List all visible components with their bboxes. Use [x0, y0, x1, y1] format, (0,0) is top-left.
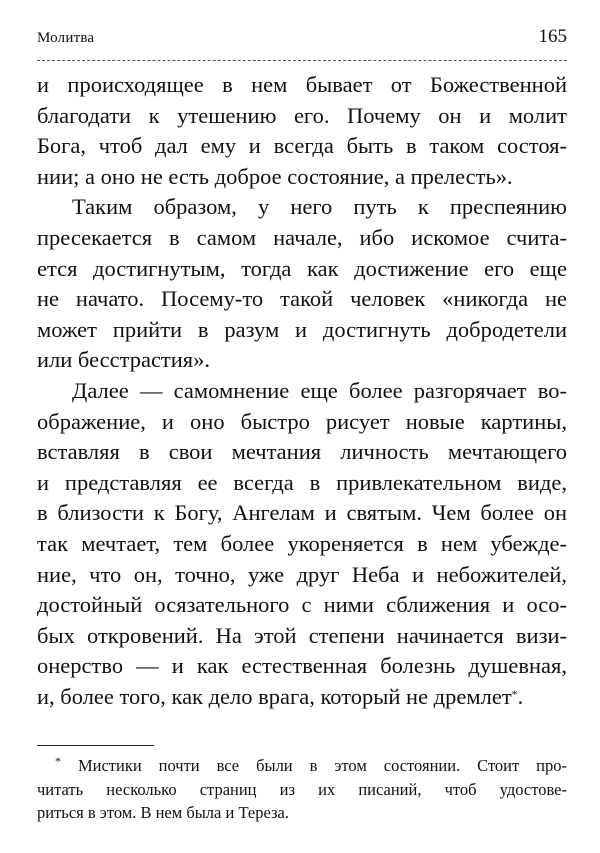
- footnote-line: читать несколько страниц из их писаний, чтоб удостове-: [37, 779, 567, 799]
- text-line: Таким образом, у него путь к преспеянию: [72, 194, 567, 220]
- text-line: пресекается в самом начале, ибо искомое счита-: [37, 224, 567, 250]
- text-line: и происходящее в нем бывает от Божественной: [37, 72, 567, 97]
- text-line-with-footnote: [37, 682, 567, 713]
- footnote-line: [37, 754, 567, 778]
- text-line: достойный осязательного с ними сближения и осо-: [37, 592, 567, 618]
- text-line: или бесстрастия».: [37, 347, 211, 373]
- text-line: нии; а оно не есть доброе состояние, а прелесть».: [37, 163, 513, 189]
- footnote-marker: *: [55, 754, 61, 768]
- text-line: вставляя в свои мечтания личность мечтающего: [37, 439, 567, 465]
- footnote: [37, 754, 567, 825]
- running-head: [37, 26, 567, 52]
- header-divider: [37, 60, 567, 61]
- text-line: не начато. Посему-то такой человек «никогда не: [37, 286, 567, 312]
- text-line: бых откровений. На этой степени начинается визи-: [37, 622, 567, 648]
- chapter-title: Молитва: [37, 30, 95, 46]
- text-line: Бога, чтоб дал ему и всегда быть в таком состоя-: [37, 133, 567, 159]
- text-line: и представляя ее всегда в привлекательном виде,: [37, 469, 567, 495]
- text-line-content: и, более того, как дело врага, который не дремлет: [37, 683, 512, 709]
- trailing-punctuation: .: [517, 683, 524, 709]
- text-line: в близости к Богу, Ангелам и святым. Чем более он: [37, 500, 567, 526]
- text-line: ображение, и оно быстро рисует новые картины,: [37, 408, 567, 434]
- text-line: Далее — самомнение еще более разгорячает во-: [72, 377, 567, 403]
- body-text: [37, 70, 567, 712]
- page-number: 165: [538, 26, 567, 47]
- text-line: ется достигнутым, тогда как достижение его еще: [37, 255, 567, 281]
- text-line: так мечтает, тем более укореняется в нем убежде-: [37, 530, 567, 556]
- footnote-line-text: Мистики почти все были в этом состоянии. Стоит про-: [77, 756, 568, 775]
- footnote-divider: [37, 745, 154, 746]
- footnote-line: риться в этом. В нем была и Тереза.: [37, 803, 289, 822]
- text-line: может прийти в разум и достигнуть добродетели: [37, 316, 567, 342]
- text-line: онерство — и как естественная болезнь душевная,: [37, 653, 567, 679]
- text-line: ние, что он, точно, уже друг Неба и небожителей,: [37, 561, 567, 587]
- text-line: благодати к утешению его. Почему он и молит: [37, 102, 567, 128]
- footnote-reference[interactable]: *: [511, 686, 518, 701]
